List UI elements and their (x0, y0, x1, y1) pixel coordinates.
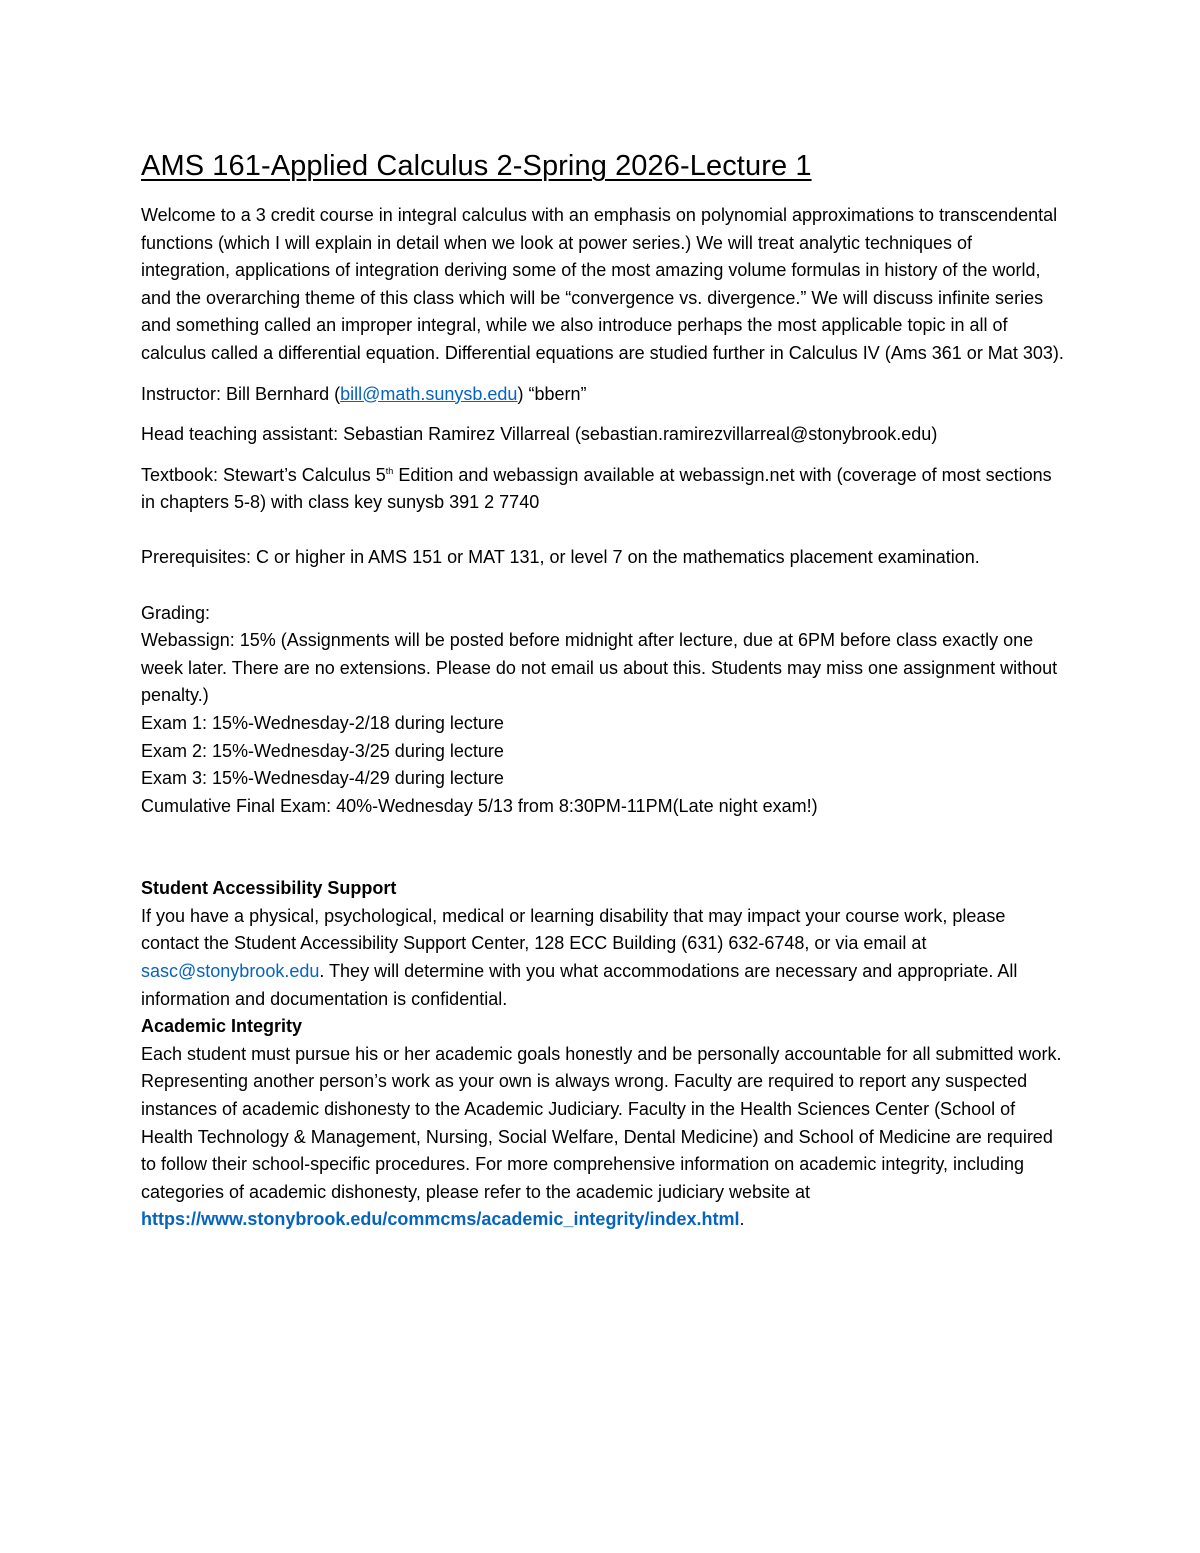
integrity-url-line (141, 1206, 1066, 1234)
instructor-email-link[interactable]: bill@math.sunysb.edu (340, 383, 518, 404)
accessibility-text-after: . They will determine with you what accommodations are necessary and appropriate. All information and documentation is confidential. (141, 961, 1018, 1009)
accessibility-section (141, 875, 1066, 1013)
integrity-text: Each student must pursue his or her academic goals honestly and be personally accountable for all submitted work. Representing another person’s work as your own is always wrong. Faculty are required to report any suspected instances of academic dishonesty to the Academic Judiciary. Faculty in the Health Sciences Center (School of Health Technology & Management, Nursing, Social Welfare, Dental Medicine) and School of Medicine are required to follow their school-specific procedures. For more comprehensive information on academic integrity, including categories of academic dishonesty, please refer to the academic judiciary website at (141, 1043, 1062, 1202)
grading-webassign: Webassign: 15% (Assignments will be posted before midnight after lecture, due at 6PM before class exactly one week later. There are no extensions. Please do not email us about this. Students may miss one assignment without penalty.) (141, 630, 1058, 706)
textbook-suffix: Edition and webassign available at webassign.net with (coverage of most sections in chapters 5-8) with class key sunysb 391 2 7740 (141, 464, 1052, 513)
grading-final-exam: Cumulative Final Exam: 40%-Wednesday 5/13 from 8:30PM-11PM(Late night exam!) (141, 795, 818, 816)
instructor-line (141, 381, 1066, 409)
instructor-prefix: Instructor: Bill Bernhard ( (141, 383, 341, 404)
accessibility-text-before: If you have a physical, psychological, medical or learning disability that may impact your course work, please contact the Student Accessibility Support Center, 128 ECC Building (631) 632-6748, or via email at (141, 905, 1006, 954)
head-ta-line: Head teaching assistant: Sebastian Ramirez Villarreal (sebastian.ramirezvillarreal@stonybrook.edu) (141, 424, 938, 445)
grading-exam-3: Exam 3: 15%-Wednesday-4/29 during lecture (141, 768, 504, 789)
accessibility-text (141, 903, 1066, 1013)
integrity-url-suffix: . (739, 1209, 745, 1230)
grading-exam-2: Exam 2: 15%-Wednesday-3/25 during lecture (141, 740, 504, 761)
grading-heading: Grading: (141, 602, 211, 623)
accessibility-heading: Student Accessibility Support (141, 878, 397, 899)
integrity-section (141, 1013, 1066, 1234)
textbook-prefix: Textbook: Stewart’s Calculus 5 (141, 464, 386, 485)
intro-paragraph: Welcome to a 3 credit course in integral calculus with an emphasis on polynomial approximations to transcendental functions (which I will explain in detail when we look at power series.) We will treat analytic techniques of integration, applications of integration deriving some of the most amazing volume formulas in history of the world, and the overarching theme of this class which will be “convergence vs. divergence.” We will discuss infinite series and something called an improper integral, while we also introduce perhaps the most applicable topic in all of calculus called a differential equation. Differential equations are studied further in Calculus IV (Ams 361 or Mat 303). (141, 205, 1064, 363)
textbook-edition-superscript: th (385, 465, 394, 476)
grading-section (141, 600, 1066, 821)
textbook-paragraph (141, 462, 1066, 517)
sasc-email-link[interactable]: sasc@stonybrook.edu (141, 961, 320, 982)
page-title: AMS 161-Applied Calculus 2-Spring 2026-Lecture 1 (141, 150, 812, 182)
prerequisites-paragraph: Prerequisites: C or higher in AMS 151 or MAT 131, or level 7 on the mathematics placement examination. (141, 546, 980, 567)
integrity-heading: Academic Integrity (141, 1016, 303, 1037)
grading-exam-1: Exam 1: 15%-Wednesday-2/18 during lecture (141, 712, 504, 733)
instructor-suffix: ) “bbern” (517, 383, 587, 404)
integrity-url-link[interactable]: https://www.stonybrook.edu/commcms/academic_integrity/index.html (141, 1209, 740, 1230)
syllabus-page (141, 148, 1066, 1234)
